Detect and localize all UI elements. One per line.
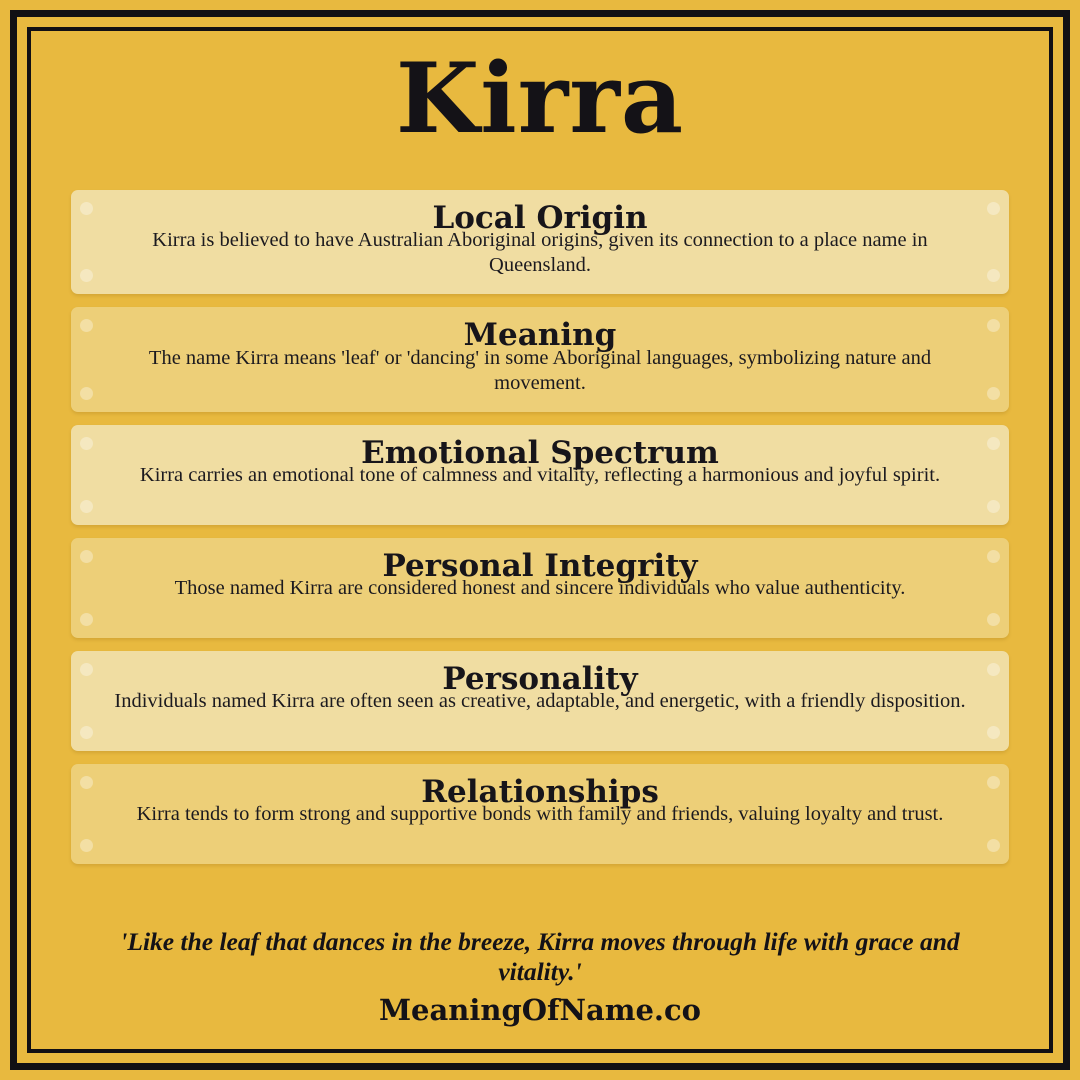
card-notch-dot [987, 613, 1000, 626]
info-card-personality [71, 651, 1009, 751]
card-notch-dot [987, 726, 1000, 739]
card-title: Emotional Spectrum [361, 434, 719, 471]
card-notch-dot [987, 500, 1000, 513]
info-card-personal-integrity [71, 538, 1009, 638]
card-notch-dot [80, 839, 93, 852]
card-notch-dot [80, 726, 93, 739]
card-notch-dot [80, 269, 93, 282]
info-card-emotional-spectrum [71, 425, 1009, 525]
card-notch-dot [80, 500, 93, 513]
card-notch-dot [80, 387, 93, 400]
info-card-list [71, 190, 1009, 864]
card-title: Personal Integrity [382, 547, 698, 584]
card-body: Those named Kirra are considered honest and sincere individuals who value authenticity. [174, 577, 906, 600]
card-body: The name Kirra means 'leaf' or 'dancing' in some Aboriginal languages, symbolizing nature and movement. [148, 346, 932, 394]
card-body: Individuals named Kirra are often seen as creative, adaptable, and energetic, with a friendly disposition. [114, 690, 966, 713]
card-notch-dot [987, 269, 1000, 282]
info-card-relationships [71, 764, 1009, 864]
info-card-local-origin [71, 190, 1009, 295]
card-notch-dot [80, 613, 93, 626]
card-body: Kirra is believed to have Australian Aboriginal origins, given its connection to a place name in Queensland. [152, 229, 928, 277]
brand-name: MeaningOfName.co [378, 993, 702, 1027]
card-notch-dot [987, 387, 1000, 400]
card-body: Kirra tends to form strong and supportive bonds with family and friends, valuing loyalty and trust. [136, 803, 944, 826]
poster-content [33, 33, 1047, 1047]
card-title: Personality [442, 660, 638, 697]
card-title: Local Origin [432, 199, 648, 236]
card-title: Meaning [463, 317, 617, 354]
poster-footer [71, 927, 1009, 1033]
card-notch-dot [987, 839, 1000, 852]
footer-quote: 'Like the leaf that dances in the breeze, Kirra moves through life with grace and vitality.' [120, 926, 960, 986]
page-title: Kirra [395, 42, 685, 155]
card-body: Kirra carries an emotional tone of calmness and vitality, reflecting a harmonious and joyful spirit. [139, 464, 941, 487]
card-title: Relationships [421, 773, 659, 810]
info-card-meaning [71, 307, 1009, 412]
